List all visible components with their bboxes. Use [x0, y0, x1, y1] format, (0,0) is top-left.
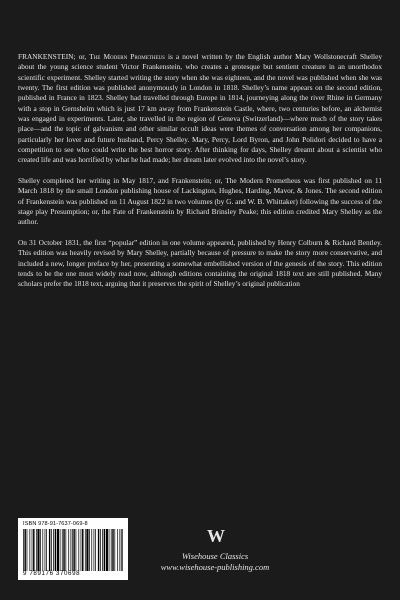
publisher-url: www.wisehouse-publishing.com: [160, 562, 270, 572]
barcode-bar: [68, 529, 69, 571]
paragraph-3: On 31 October 1831, the first “popular” edition in one volume appeared, published by Henry Colburn & Richard Bentley. This edition was heavily revised by Mary Shelley, partially because of pressure to make the story more conservative, and included a new, longer preface by her, presenting a somewhat embellished version of the genesis of the story. This edition tends to be the one most widely read now, although editions containing the original 1818 text are still published. Many scholars prefer the 1818 text, arguing that it preserves the spirit of Shelley’s original publication: [18, 238, 382, 289]
barcode-bar: [109, 529, 110, 571]
barcode-bar: [42, 529, 43, 571]
barcode-digits: 9 789176 370698: [23, 570, 81, 577]
barcode-bar: [51, 529, 52, 571]
isbn-label: ISBN 978-91-7637-069-8: [23, 521, 88, 527]
title-subtitle: The Modern Prometheus: [89, 52, 165, 61]
barcode-bar: [94, 529, 95, 571]
barcode-bar: [104, 529, 105, 571]
barcode-bar: [119, 529, 120, 571]
barcode-bar: [60, 529, 61, 571]
barcode-bar: [62, 529, 63, 571]
barcode-bar: [78, 529, 79, 571]
barcode-bar: [29, 529, 30, 571]
publisher-block: [130, 527, 300, 572]
barcode-bar: [46, 529, 47, 571]
blurb-text: [18, 52, 382, 300]
title-main: FRANKENSTEIN; or,: [18, 52, 90, 61]
barcode-bar: [100, 529, 101, 571]
barcode-bar: [73, 529, 74, 571]
barcode-bar: [111, 529, 112, 571]
barcode-bar: [49, 529, 50, 571]
barcode-bar: [95, 529, 96, 571]
paragraph-1-text: is a novel written by the English author Mary Wollstonecraft Shelley about the young science student Victor Frankenstein, who creates a grotesque but sentient creature in an unorthodox scientific experiment. Shelley started writing the story when she was eighteen, and the novel was published when she was twenty. The first edition was published anonymously in London in 1818. Shelley’s name appears on the second edition, published in France in 1823. Shelley had travelled through Europe in 1814, journeying along the river Rhine in Germany with a stop in Gernsheim which is just 17 km away from Frankenstein Castle, where, two centuries before, an alchemist was engaged in experiments. Later, she travelled in the region of Geneva (Switzerland)—where much of the story takes place—and the topic of galvanism and other similar occult ideas were themes of conversation among her companions, particularly her lover and future husband, Percy Shelley. Mary, Percy, Lord Byron, and John Polidori decided to have a competition to see who could write the best horror story. After thinking for days, Shelley dreamt about a scientist who created life and was horrified by what he had made; her dream later evolved into the novel’s story.: [18, 52, 383, 165]
wisehouse-logo-icon: W: [207, 526, 225, 546]
barcode-bar: [40, 529, 41, 571]
barcode-icon: [23, 529, 123, 571]
paragraph-1: [18, 52, 382, 166]
barcode-bar: [72, 529, 73, 571]
barcode-bar: [86, 529, 88, 571]
barcode-bar: [106, 529, 108, 571]
barcode-bar: [121, 529, 122, 571]
barcode-bar: [81, 529, 82, 571]
barcode-bar: [33, 529, 34, 571]
barcode-bar: [117, 529, 118, 571]
barcode-bar: [36, 529, 37, 571]
barcode-bar: [37, 529, 39, 571]
isbn-barcode: [18, 518, 128, 580]
barcode-bar: [27, 529, 28, 571]
paragraph-2: Shelley completed her writing in May 1817, and Frankenstein; or, The Modern Prometheus was first published on 11 March 1818 by the small London publishing house of Lackington, Hughes, Harding, Mavor, & Jones. The second edition of Frankenstein was published on 11 August 1822 in two volumes (by G. and W. B. Whittaker) following the success of the stage play Presumption; or, the Fate of Frankenstein by Richard Brinsley Peake; this edition credited Mary Shelley as the author.: [18, 176, 382, 227]
barcode-bar: [89, 529, 90, 571]
barcode-bar: [57, 529, 59, 571]
barcode-bar: [122, 529, 123, 571]
barcode-bar: [102, 529, 103, 571]
barcode-bar: [55, 529, 56, 571]
publisher-name: Wisehouse Classics: [181, 551, 249, 561]
barcode-bar: [23, 529, 24, 571]
barcode-bar: [82, 529, 83, 571]
barcode-bar: [53, 529, 54, 571]
barcode-bar: [71, 529, 72, 571]
barcode-bar: [63, 529, 64, 571]
barcode-bar: [98, 529, 99, 571]
barcode-bar: [76, 529, 77, 571]
barcode-bar: [65, 529, 66, 571]
barcode-bar: [112, 529, 113, 571]
barcode-bar: [45, 529, 46, 571]
barcode-bar: [91, 529, 92, 571]
barcode-bar: [85, 529, 86, 571]
barcode-bar: [24, 529, 25, 571]
barcode-bar: [32, 529, 33, 571]
barcode-bar: [114, 529, 115, 571]
